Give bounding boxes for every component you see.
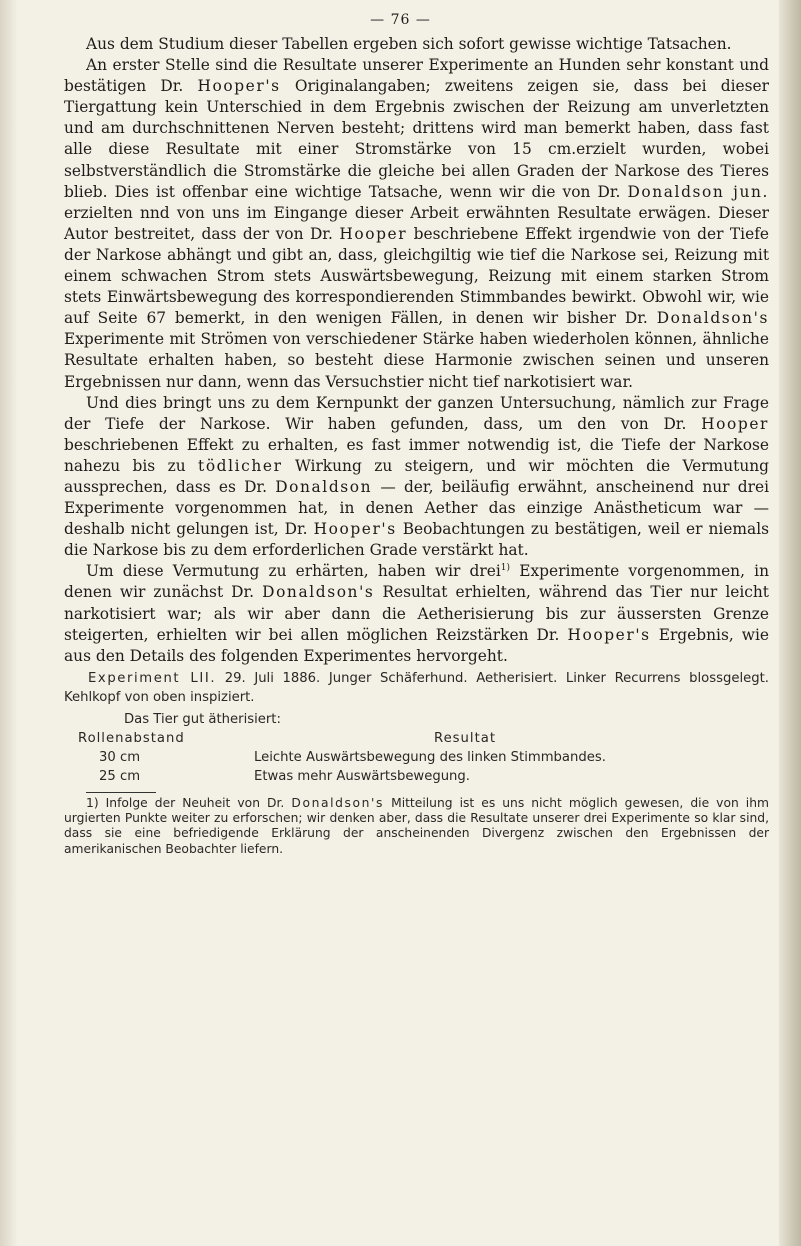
cell-result: Leichte Auswärtsbewegung des linken Stimmbandes. xyxy=(254,749,606,765)
text-segment: Mitteilung ist es uns nicht möglich gewesen, die von ihm urgierten Punkte weiter zu erforschen; wir denken aber, dass die Resultate unserer drei Experimente so klar sind, dass sie eine befriedigende Erklärung der anscheinenden Divergenz zwischen den Ergebnissen der amerikanischen Beobachter liefern. xyxy=(64,795,769,856)
author-name: Hooper xyxy=(701,414,769,433)
author-name: Hooper xyxy=(339,224,408,243)
cell-result: Etwas mehr Auswärtsbewegung. xyxy=(254,768,470,784)
text-segment: — der, beiläufig erwähnt, anscheinend nur drei Experimente vorgenommen hat, in denen Aether das einzige Anästheticum war — deshalb nicht gelungen ist, Dr. xyxy=(64,477,769,539)
footnote xyxy=(64,796,769,857)
experiment-table xyxy=(64,729,769,786)
column-header-result: Resultat xyxy=(434,730,496,746)
author-name: Donaldson xyxy=(275,477,373,496)
cell-distance: 30 cm xyxy=(99,749,141,765)
text-segment: beschriebene Effekt irgendwie von der Tiefe der Narkose abhängt und gibt an, dass, gleichgiltig wie tief die Narkose sei, Reizung mit einem schwachen Strom stets Auswärtsbewegung, Reizung mit einem starken Strom stets Einwärtsbewegung des korrespondierenden Stimmbandes bewirkt. Obwohl wir, wie auf Seite 67 bemerkt, in den wenigen Fällen, in denen wir bisher Dr. xyxy=(64,224,769,328)
text-segment: Wirkung zu steigern, und wir möchten die Vermutung aussprechen, dass es Dr. xyxy=(64,456,770,496)
experiment-block xyxy=(64,669,769,786)
page-gutter-shadow xyxy=(0,0,18,1246)
text-segment: Und dies bringt uns zu dem Kernpunkt der ganzen Untersuchung, nämlich zur Frage der Tiefe der Narkose. Wir haben gefunden, dass, um den von Dr. xyxy=(64,393,769,433)
paragraph-narcosis xyxy=(64,393,769,562)
text-segment: Originalangaben; zweitens zeigen sie, dass bei dieser Tiergattung kein Unterschied in dem Ergebnis zwischen der Reizung am unverletzten und am durchschnittenen Nerven besteht; drittens wird man bemerkt haben, dass fast alle diese Resultate mit einer Stromstärke von 15 cm.erzielt wurden, wobei selbstverständlich die Stromstärke die gleiche bei allen Graden der Narkose des Tieres blieb. Dies ist offenbar eine wichtige Tatsache, wenn wir die von Dr. xyxy=(64,77,769,201)
text-segment: Experimente vorgenommen, in denen wir zunächst Dr. xyxy=(64,562,769,602)
author-name: Donaldson jun. xyxy=(627,182,769,201)
text-segment: Ergebnis, wie aus den Details des folgenden Experimentes hervorgeht. xyxy=(64,625,769,665)
text-segment: erzielten nnd von uns im Eingange dieser Arbeit erwähnten Resultate erwägen. Dieser Autor bestreitet, dass der von Dr. xyxy=(64,203,769,243)
text-segment: Infolge der Neuheit von Dr. xyxy=(98,795,292,810)
cell-distance: 25 cm xyxy=(99,768,141,784)
paragraph-results xyxy=(64,55,769,393)
paragraph-intro xyxy=(64,34,769,55)
text-segment: beschriebenen Effekt zu erhalten, es fast immer notwendig ist, die Tiefe der Narkose nahezu bis zu xyxy=(64,435,769,475)
experiment-label: Experiment LII. xyxy=(88,670,217,686)
column-header-distance: Rollenabstand xyxy=(78,730,185,746)
table-row xyxy=(64,748,769,767)
author-name: Hooper's xyxy=(567,625,651,644)
author-name: Donaldson's xyxy=(656,309,769,328)
experiment-subheading: Das Tier gut ätherisiert: xyxy=(124,711,281,727)
text-segment: An erster Stelle sind die Resultate unserer Experimente an Hunden sehr konstant und bestätigen Dr. xyxy=(64,56,769,96)
paragraph-hypothesis xyxy=(64,561,769,666)
table-row xyxy=(64,767,769,786)
footnote-marker: 1) xyxy=(86,795,99,810)
paragraph-intro-text: Aus dem Studium dieser Tabellen ergeben sich sofort gewisse wichtige Tatsachen. xyxy=(86,35,732,53)
text-segment: Experimente mit Strömen von verschiedener Stärke haben wiederholen können, ähnliche Resultate erhalten haben, so besteht diese Harmonie zwischen seinen und unseren Ergebnissen nur dann, wenn das Versuchstier nicht tief narkotisiert war. xyxy=(64,330,769,391)
emphasis-text: tödlicher xyxy=(198,456,283,475)
text-segment: Um diese Vermutung zu erhärten, haben wir drei xyxy=(86,562,501,581)
author-name: Hooper's xyxy=(313,520,397,539)
page-body xyxy=(64,34,769,857)
page-edge xyxy=(779,0,801,1246)
page-number: — 76 — xyxy=(370,12,431,28)
table-header-row xyxy=(64,729,769,748)
author-name: Hooper's xyxy=(197,77,281,96)
text-segment: Resultat erhielten, während das Tier nur leicht narkotisiert war; als wir aber dann die Aetherisierung bis zur äussersten Grenze steigerten, erhielten wir bei allen möglichen Reizstärken Dr. xyxy=(64,583,769,644)
experiment-heading xyxy=(64,669,769,707)
footnote-separator xyxy=(86,792,156,793)
text-segment: Beobachtungen zu bestätigen, weil er niemals die Narkose bis zu dem erforderlichen Grade verstärkt hat. xyxy=(64,520,770,560)
author-name: Donaldson's xyxy=(291,795,385,810)
experiment-description: 29. Juli 1886. Junger Schäferhund. Aetherisiert. Linker Recurrens blossgelegt. Kehlkopf von oben inspiziert. xyxy=(64,670,769,705)
author-name: Donaldson's xyxy=(262,583,375,602)
footnote-reference: 1) xyxy=(500,563,511,574)
